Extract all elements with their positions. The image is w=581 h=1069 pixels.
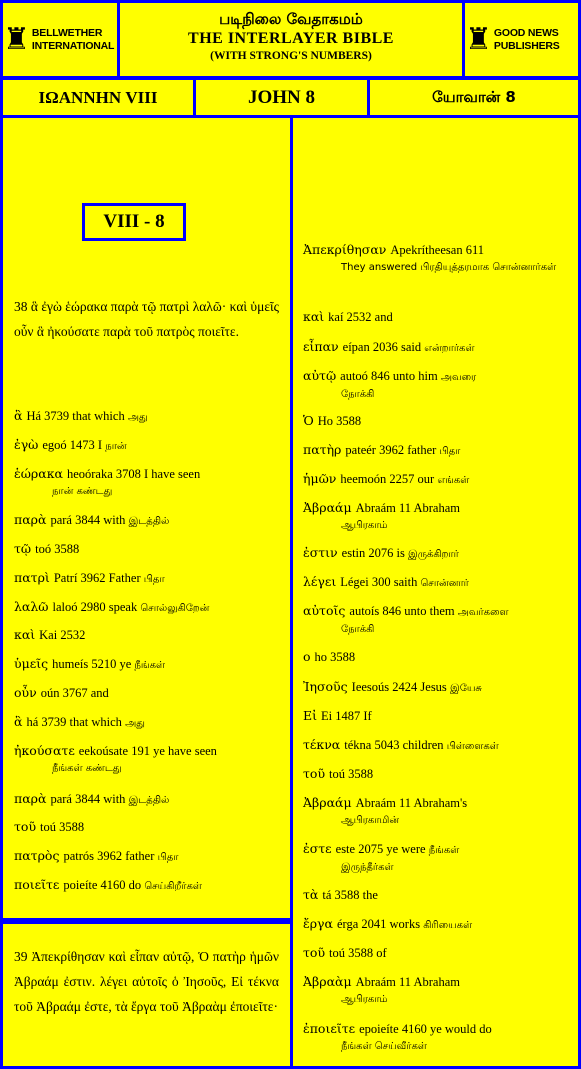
greek-word: Ἀβραάμ xyxy=(303,500,352,515)
word-entry-line xyxy=(14,713,279,732)
greek-word: Ὁ xyxy=(303,413,314,428)
word-entry-line xyxy=(14,598,279,617)
word-entry xyxy=(14,436,279,455)
greek-word: λέγει xyxy=(303,574,337,589)
word-entry xyxy=(303,338,568,357)
greek-word: καὶ xyxy=(303,309,325,324)
word-entry xyxy=(14,742,279,777)
word-entry xyxy=(14,818,279,836)
greek-word: τῷ xyxy=(14,541,32,556)
tamil-gloss: செய்கிறீர்கள் xyxy=(141,881,202,892)
greek-word: ο xyxy=(303,649,311,664)
tamil-gloss: இடத்தில் xyxy=(125,516,170,527)
transliteration-gloss: Abraám 11 Abraham xyxy=(355,975,460,989)
tamil-gloss-continuation: ஆபிரகாம் xyxy=(341,994,388,1005)
word-entry xyxy=(303,441,568,460)
tamil-gloss: நீங்கள் xyxy=(425,845,460,856)
word-entry-line xyxy=(303,412,568,430)
word-entry xyxy=(14,847,279,866)
greek-word: παρὰ xyxy=(14,791,47,806)
greek-word: τοῦ xyxy=(303,766,326,781)
greek-word: αὐτοῖς xyxy=(303,603,346,618)
tamil-gloss-continuation: நான் கண்டது xyxy=(52,486,113,497)
tamil-gloss: என்றார்கள் xyxy=(421,343,475,354)
tamil-gloss: அது xyxy=(124,412,148,423)
tamil-gloss-continuation: நோக்கி xyxy=(341,624,375,635)
tamil-gloss: பிதா xyxy=(436,446,461,457)
word-entry xyxy=(303,915,568,934)
word-entry xyxy=(303,794,568,829)
greek-word: ἃ xyxy=(14,408,23,423)
word-entry-line xyxy=(303,573,568,592)
word-entry xyxy=(303,840,568,876)
bellwether-figure-icon: ♜ xyxy=(3,21,30,57)
word-entry-line xyxy=(303,1020,568,1038)
greek-word: εἶπαν xyxy=(303,339,339,354)
transliteration-gloss: patrós 3962 father xyxy=(63,849,155,863)
word-entry xyxy=(14,713,279,732)
word-entry xyxy=(303,573,568,592)
word-entry xyxy=(14,626,279,644)
word-entry xyxy=(303,367,568,403)
tamil-gloss-continuation: நீங்கள் செய்வீர்கள் xyxy=(341,1041,427,1052)
tamil-gloss: நான் xyxy=(102,441,127,452)
transliteration-gloss: autoó 846 unto him xyxy=(340,369,438,383)
word-entry xyxy=(303,944,568,962)
tamil-gloss: இயேசு xyxy=(446,683,482,694)
english-book-ref: JOHN 8 xyxy=(196,80,367,115)
word-entry-line xyxy=(303,441,568,460)
tamil-gloss: கிரியைகள் xyxy=(420,920,473,931)
greek-word: παρὰ xyxy=(14,512,47,527)
word-entry xyxy=(14,569,279,588)
bellwether-logo-text: BELLWETHER INTERNATIONAL xyxy=(31,26,115,52)
transliteration-gloss: este 2075 ye were xyxy=(335,842,426,856)
word-entry xyxy=(303,544,568,563)
transliteration-gloss: Légei 300 saith xyxy=(340,575,418,589)
word-entry xyxy=(303,412,568,430)
word-entry-line xyxy=(14,790,279,809)
transliteration-gloss: Patrí 3962 Father xyxy=(53,571,141,585)
greek-word: τὰ xyxy=(303,887,319,902)
tamil-gloss: இருக்கிறார் xyxy=(404,549,459,560)
goodnews-logo-text: GOOD NEWS PUBLISHERS xyxy=(493,26,560,52)
transliteration-gloss: Apekrítheesan 611 xyxy=(390,243,484,257)
word-entry-line xyxy=(303,338,568,357)
greek-word: ἐστιν xyxy=(303,545,338,560)
transliteration-gloss: toú 3588 xyxy=(40,820,85,834)
greek-word: ἐστε xyxy=(303,841,332,856)
word-entry xyxy=(14,876,279,895)
greek-word: ἃ xyxy=(14,714,23,729)
verse-38-greek: 38 ἃ ἐγὼ ἑώρακα παρὰ τῷ πατρὶ λαλῶ· καὶ ὑμεῖς οὖν ἃ ἠκούσατε παρὰ τοῦ πατρὸς ποιεῖτε. xyxy=(14,299,279,339)
transliteration-gloss: estin 2076 is xyxy=(341,546,405,560)
word-entry-line xyxy=(303,707,568,725)
word-entry-line xyxy=(303,765,568,783)
word-entry xyxy=(14,465,279,500)
greek-word: ποιεῖτε xyxy=(14,877,60,892)
word-entry-line xyxy=(303,544,568,563)
word-entry-line xyxy=(303,886,568,904)
transliteration-gloss: há 3739 that which xyxy=(26,715,122,729)
transliteration-gloss: epoieíte 4160 ye would do xyxy=(359,1022,492,1036)
word-entry xyxy=(14,407,279,426)
word-entry-line xyxy=(303,470,568,489)
greek-word: ἐγὼ xyxy=(14,437,39,452)
word-entry xyxy=(303,1020,568,1055)
word-entry xyxy=(303,602,568,638)
transliteration-gloss: tékna 5043 children xyxy=(344,738,444,752)
word-entry xyxy=(303,886,568,904)
word-entry xyxy=(303,499,568,534)
word-entry-line xyxy=(303,840,568,859)
transliteration-gloss: egoó 1473 I xyxy=(42,438,103,452)
word-entry-line xyxy=(303,973,568,991)
word-entry-line xyxy=(303,367,568,386)
word-entry-line xyxy=(303,915,568,934)
word-entry xyxy=(303,241,568,276)
bible-title: THE INTERLAYER BIBLE xyxy=(188,30,394,47)
greek-word: ἠκούσατε xyxy=(14,743,75,758)
word-entry-line xyxy=(14,742,279,760)
tamil-gloss: பிதா xyxy=(140,574,165,585)
greek-word: ἡμῶν xyxy=(303,471,337,486)
greek-word: πατὴρ xyxy=(303,442,342,457)
greek-word: Ἀπεκρίθησαν xyxy=(303,242,387,257)
greek-word: λαλῶ xyxy=(14,599,49,614)
tamil-gloss: இடத்தில் xyxy=(125,795,170,806)
greek-word: ἐποιεῖτε xyxy=(303,1021,356,1036)
transliteration-gloss: toú 3588 of xyxy=(329,946,387,960)
tamil-title: படிநிலை வேதாகமம் xyxy=(219,10,363,28)
transliteration-gloss: heemoón 2257 our xyxy=(340,472,435,486)
word-entry-line xyxy=(303,648,568,666)
word-entry-line xyxy=(303,794,568,812)
greek-word: πατρὶ xyxy=(14,570,50,585)
word-entry-line xyxy=(303,736,568,755)
tamil-gloss: சொன்னார் xyxy=(417,578,469,589)
transliteration-gloss: pará 3844 with xyxy=(50,792,126,806)
transliteration-gloss: toó 3588 xyxy=(35,542,80,556)
word-entry xyxy=(14,684,279,702)
tamil-gloss: நீங்கள் xyxy=(131,660,166,671)
greek-word: οὖν xyxy=(14,685,37,700)
word-entry xyxy=(303,678,568,697)
word-entry-line xyxy=(303,308,568,326)
word-entry xyxy=(303,973,568,1008)
page-header-title xyxy=(120,3,462,76)
transliteration-gloss: Kai 2532 xyxy=(39,628,86,642)
word-entry xyxy=(303,707,568,725)
transliteration-gloss: toú 3588 xyxy=(329,767,374,781)
word-entry xyxy=(303,308,568,326)
word-entry xyxy=(14,598,279,617)
word-entry xyxy=(14,655,279,674)
word-entry-line xyxy=(14,569,279,588)
tamil-gloss-continuation: இருந்தீர்கள் xyxy=(341,862,394,873)
word-entry-line xyxy=(14,436,279,455)
verse-39-greek: 39 Ἀπεκρίθησαν καὶ εἶπαν αὐτῷ, Ὁ πατὴρ ἡμῶν Ἀβραάμ ἐστιν. λέγει αὐτοῖς ὁ Ἰησοῦς, Εἰ τέκνα τοῦ Ἀβραάμ ἐστε, τὰ ἔργα τοῦ Ἀβραὰμ ἐποιεῖτε· xyxy=(14,949,279,1014)
transliteration-gloss: eekoúsate 191 ye have seen xyxy=(78,744,217,758)
word-entry-line xyxy=(303,241,568,259)
greek-word: ἔργα xyxy=(303,916,333,931)
chapter-label: VIII - 8 xyxy=(82,203,186,241)
transliteration-gloss: Abraám 11 Abraham's xyxy=(355,796,468,810)
word-entry xyxy=(14,790,279,809)
tamil-gloss: பிதா xyxy=(154,852,179,863)
word-entry-line xyxy=(14,847,279,866)
transliteration-gloss: Ho 3588 xyxy=(317,414,362,428)
transliteration-gloss: Há 3739 that which xyxy=(26,409,125,423)
word-entry-line xyxy=(14,626,279,644)
word-entry xyxy=(303,470,568,489)
tamil-gloss-continuation: ஆபிரகாமின் xyxy=(341,815,400,826)
tamil-book-ref: யோவான் 8 xyxy=(370,80,578,115)
word-entry xyxy=(303,648,568,666)
word-entry-line xyxy=(14,684,279,702)
tamil-gloss: அவரை xyxy=(437,372,477,383)
tamil-gloss: அது xyxy=(121,718,145,729)
bellwether-logo xyxy=(3,3,117,76)
word-entry-line xyxy=(303,602,568,621)
word-entry-line xyxy=(303,944,568,962)
greek-word: καὶ xyxy=(14,627,36,642)
transliteration-gloss: autoís 846 unto them xyxy=(349,604,455,618)
transliteration-gloss: oún 3767 and xyxy=(40,686,109,700)
tamil-gloss: பிள்ளைகள் xyxy=(443,741,499,752)
transliteration-gloss: pateér 3962 father xyxy=(345,443,437,457)
word-entry-line xyxy=(14,655,279,674)
transliteration-gloss: eípan 2036 said xyxy=(342,340,422,354)
transliteration-gloss: tá 3588 the xyxy=(322,888,378,902)
greek-word: ἑώρακα xyxy=(14,466,63,481)
greek-word: τέκνα xyxy=(303,737,341,752)
word-entry-line xyxy=(14,540,279,558)
tamil-gloss: எங்கள் xyxy=(434,475,470,486)
transliteration-gloss: heoóraka 3708 I have seen xyxy=(66,467,201,481)
transliteration-gloss: Ei 1487 If xyxy=(321,709,372,723)
transliteration-gloss: humeís 5210 ye xyxy=(52,657,132,671)
transliteration-gloss: Abraám 11 Abraham xyxy=(355,501,460,515)
greek-word: Εἰ xyxy=(303,708,318,723)
greek-word: Ἰησοῦς xyxy=(303,679,348,694)
goodnews-logo xyxy=(465,3,578,76)
transliteration-gloss: ho 3588 xyxy=(314,650,356,664)
transliteration-gloss: laloó 2980 speak xyxy=(52,600,138,614)
greek-word: ὑμεῖς xyxy=(14,656,49,671)
transliteration-gloss: Ieesoús 2424 Jesus xyxy=(351,680,447,694)
greek-word: τοῦ xyxy=(303,945,326,960)
tamil-gloss-continuation: நீங்கள் கண்டது xyxy=(52,763,122,774)
word-entry xyxy=(303,765,568,783)
word-entry xyxy=(14,540,279,558)
word-entry-line xyxy=(14,465,279,483)
word-entry xyxy=(14,511,279,530)
tamil-gloss-continuation: They answered பிரதியுத்தரமாக சொன்னார்கள் xyxy=(341,262,557,273)
word-entry-line xyxy=(14,876,279,895)
greek-book-ref: ΙΩΑΝΝΗΝ VIII xyxy=(3,80,193,115)
word-entry-line xyxy=(303,499,568,517)
tamil-gloss-continuation: ஆபிரகாம் xyxy=(341,520,388,531)
word-entry-line xyxy=(14,818,279,836)
greek-word: τοῦ xyxy=(14,819,37,834)
greek-word: πατρὸς xyxy=(14,848,60,863)
greek-word: Ἀβραὰμ xyxy=(303,974,352,989)
transliteration-gloss: érga 2041 works xyxy=(336,917,421,931)
tamil-gloss: அவர்களை xyxy=(454,607,509,618)
tamil-gloss-continuation: நோக்கி xyxy=(341,389,375,400)
goodnews-figure-icon: ♜ xyxy=(465,21,492,57)
greek-word: αὐτῷ xyxy=(303,368,337,383)
greek-word: Ἀβραάμ xyxy=(303,795,352,810)
word-entry-line xyxy=(14,511,279,530)
word-entry xyxy=(303,736,568,755)
word-entry-line xyxy=(303,678,568,697)
transliteration-gloss: pará 3844 with xyxy=(50,513,126,527)
transliteration-gloss: kaí 2532 and xyxy=(328,310,393,324)
tamil-gloss: சொல்லுகிறேன் xyxy=(137,603,210,614)
bible-subtitle: (WITH STRONG'S NUMBERS) xyxy=(210,50,372,62)
transliteration-gloss: poieíte 4160 do xyxy=(63,878,142,892)
word-entry-line xyxy=(14,407,279,426)
